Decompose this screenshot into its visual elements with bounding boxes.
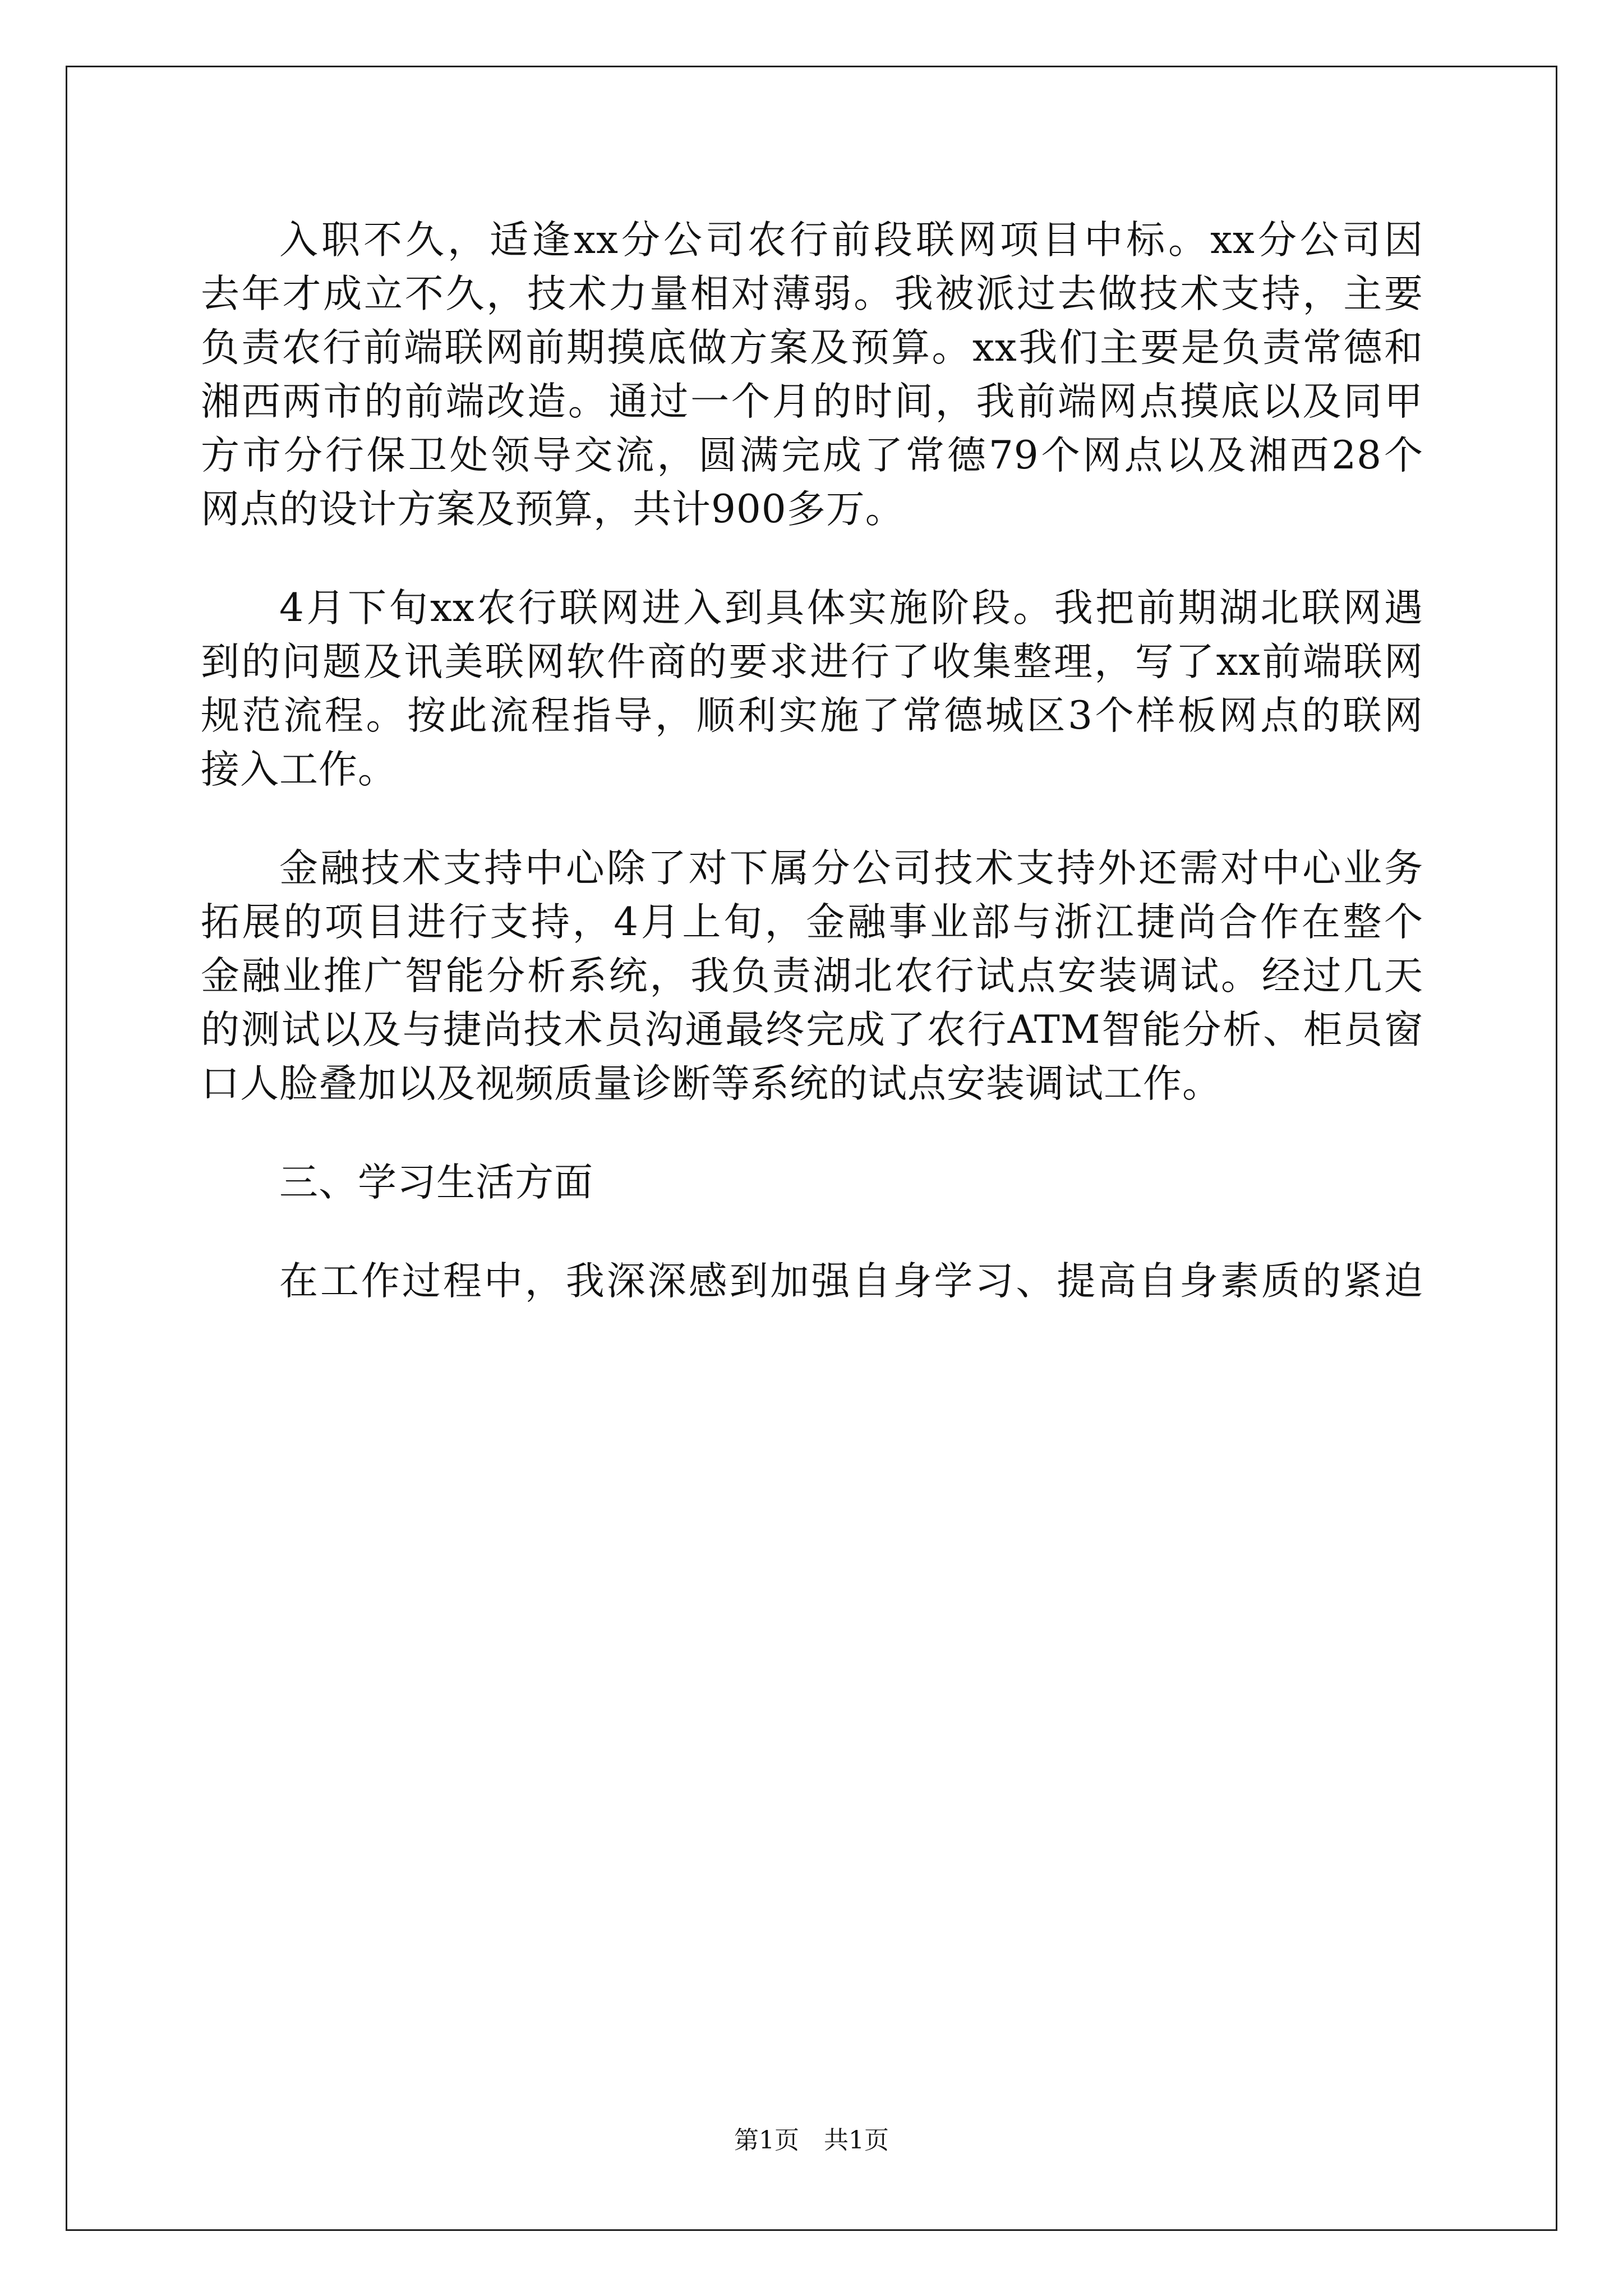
document-body xyxy=(201,213,1423,1308)
text-line: 金融技术支持中心除了对下属分公司技术支持外还需对中心业务 xyxy=(279,846,1423,891)
text-line: 金融业推广智能分析系统，我负责湖北农行试点安装调试。经过几天 xyxy=(201,954,1423,999)
text-line: 的测试以及与捷尚技术员沟通最终完成了农行ATM智能分析、柜员窗 xyxy=(201,1007,1423,1052)
text-line: 三、学习生活方面 xyxy=(279,1160,593,1205)
section-heading xyxy=(201,1156,1423,1209)
text-line: 接入工作。 xyxy=(201,747,397,792)
paragraph-4 xyxy=(201,1254,1423,1308)
text-line: 入职不久，适逢xx分公司农行前段联网项目中标。xx分公司因 xyxy=(279,218,1423,263)
paragraph-1 xyxy=(201,213,1423,536)
text-line: 方市分行保卫处领导交流，圆满完成了常德79个网点以及湘西28个 xyxy=(201,433,1423,478)
text-line: 到的问题及讯美联网软件商的要求进行了收集整理，写了xx前端联网 xyxy=(201,639,1423,684)
paragraph-2 xyxy=(201,581,1423,797)
text-line: 湘西两市的前端改造。通过一个月的时间，我前端网点摸底以及同甲 xyxy=(201,379,1423,424)
text-line: 在工作过程中，我深深感到加强自身学习、提高自身素质的紧迫 xyxy=(279,1259,1423,1304)
page-footer: 第1页 共1页 xyxy=(734,2126,889,2155)
text-line: 4月下旬xx农行联网进入到具体实施阶段。我把前期湖北联网遇 xyxy=(279,586,1423,631)
text-line: 去年才成立不久，技术力量相对薄弱。我被派过去做技术支持，主要 xyxy=(201,272,1423,316)
text-line: 拓展的项目进行支持，4月上旬，金融事业部与浙江捷尚合作在整个 xyxy=(201,900,1423,945)
text-line: 口人脸叠加以及视频质量诊断等系统的试点安装调试工作。 xyxy=(201,1061,1221,1106)
text-line: 网点的设计方案及预算，共计900多万。 xyxy=(201,487,905,532)
text-line: 负责农行前端联网前期摸底做方案及预算。xx我们主要是负责常德和 xyxy=(201,325,1423,370)
text-line: 规范流程。按此流程指导，顺利实施了常德城区3个样板网点的联网 xyxy=(201,693,1423,738)
paragraph-3 xyxy=(201,841,1423,1111)
